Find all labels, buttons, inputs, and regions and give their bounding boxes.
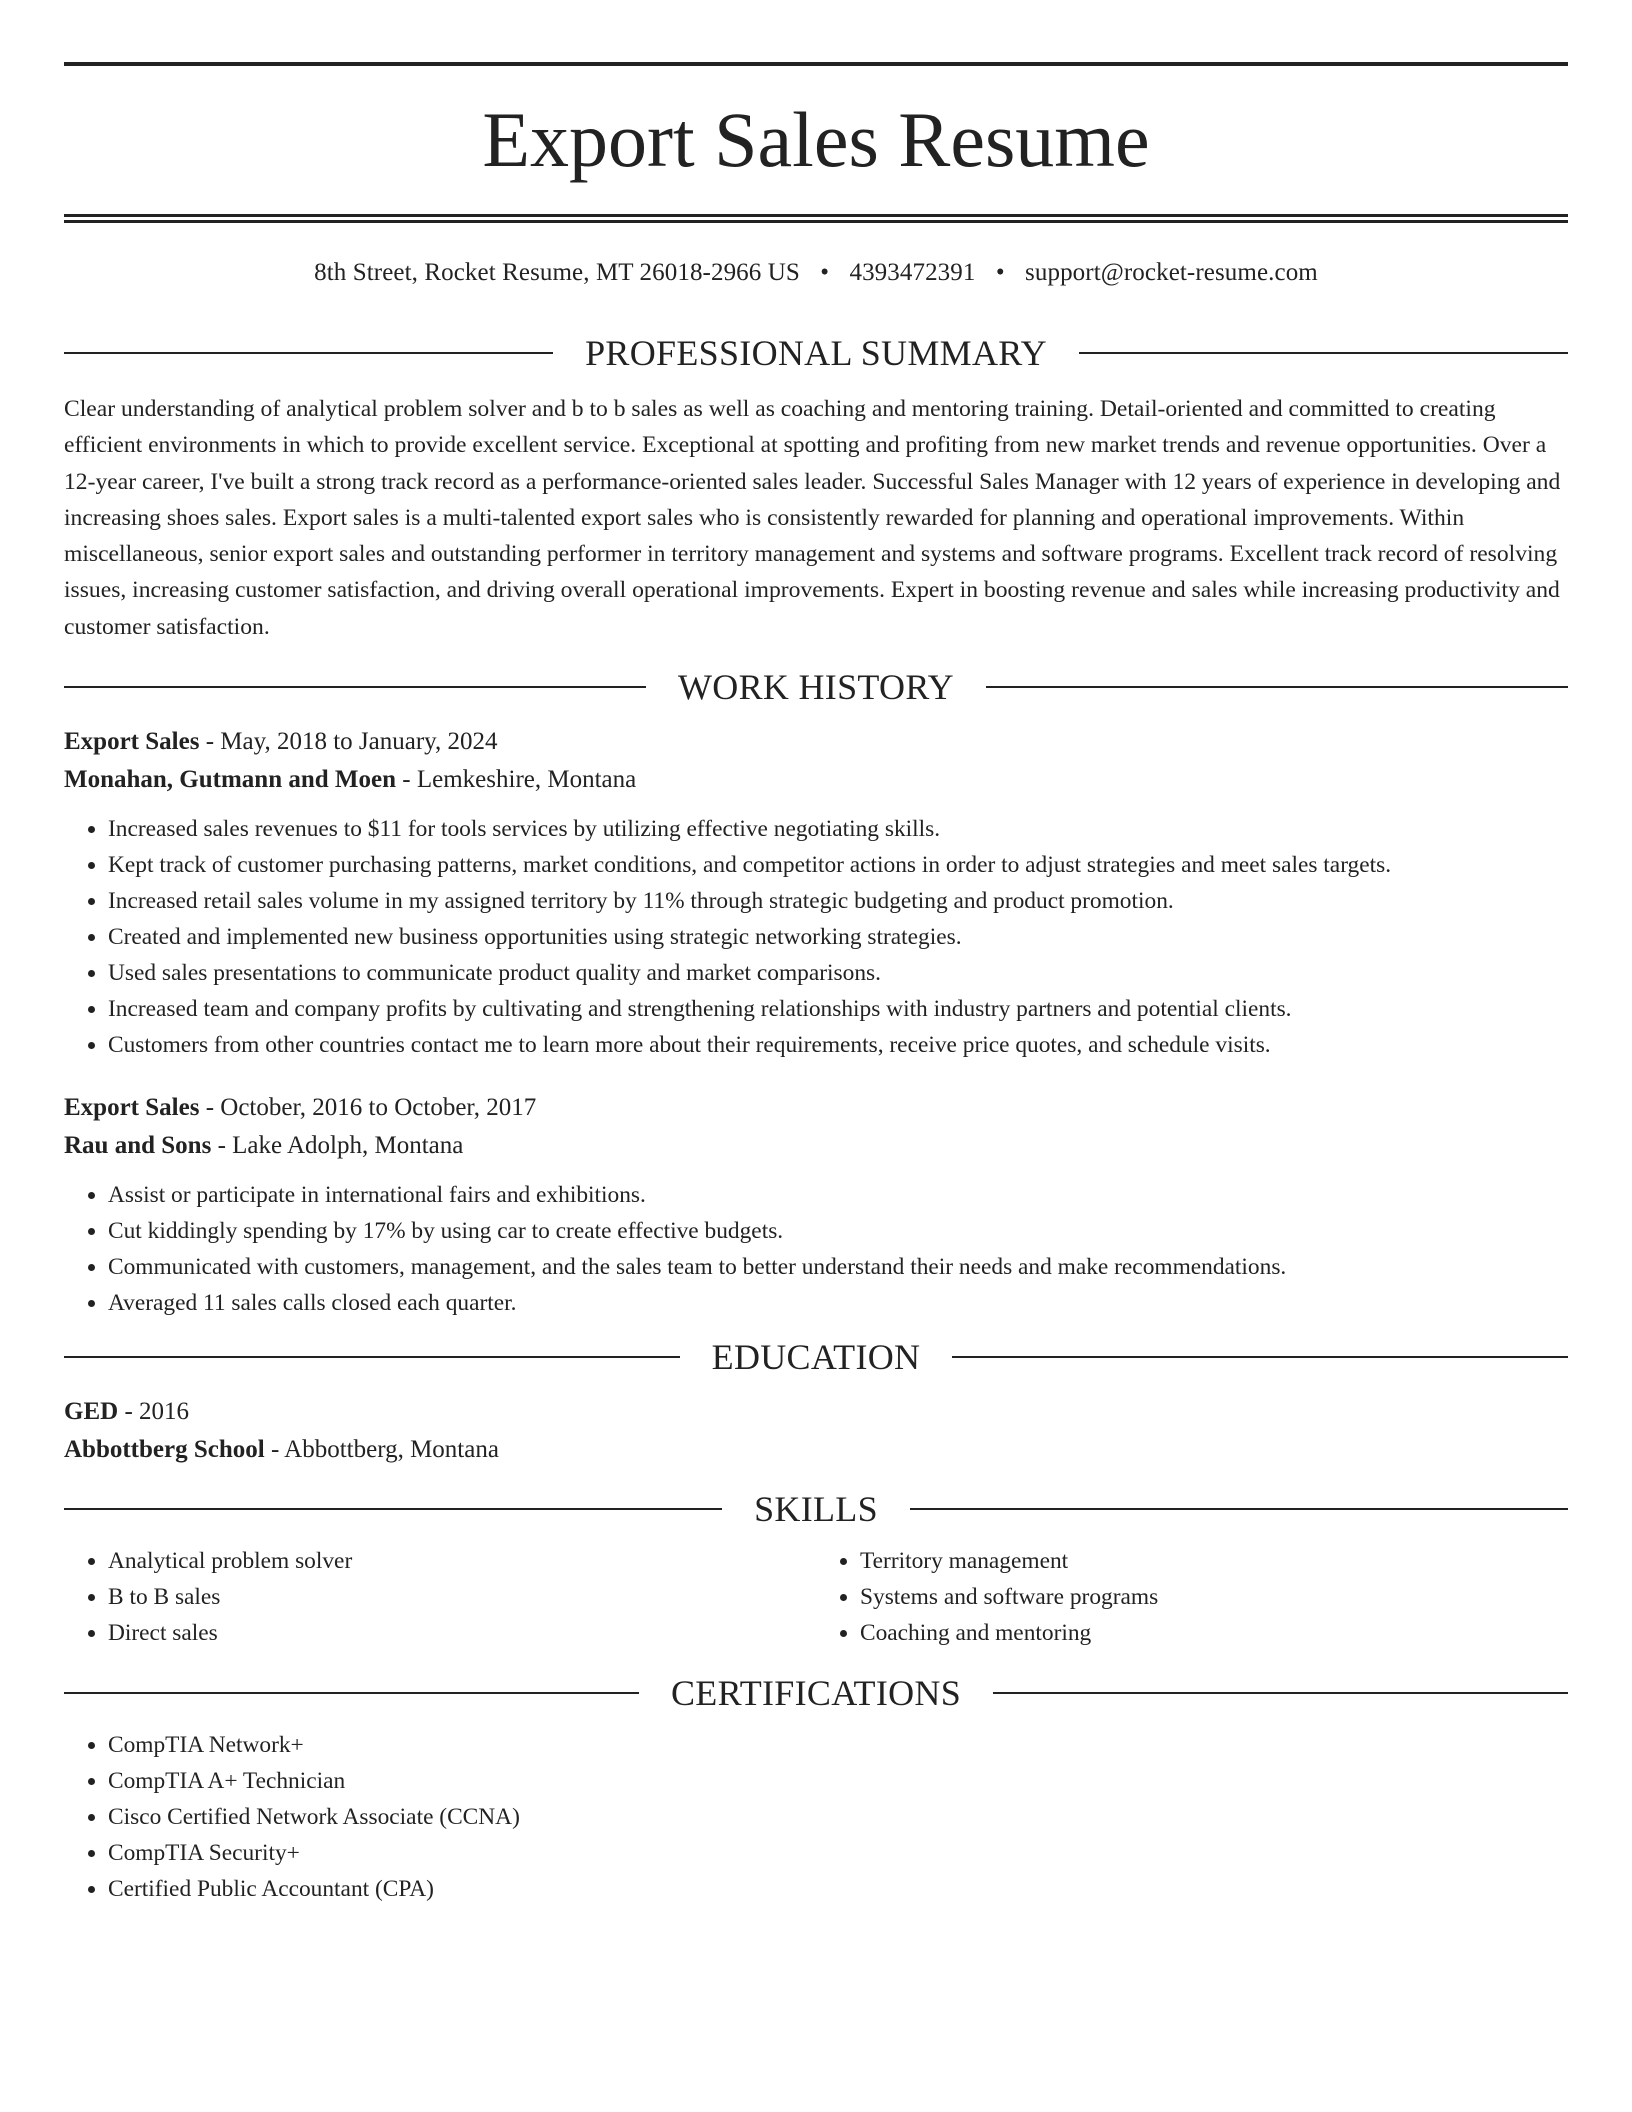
education-year: - 2016 xyxy=(118,1398,190,1426)
top-rule xyxy=(64,62,1568,66)
job-title-line xyxy=(64,1089,1568,1127)
list-item: • Cisco Certified Network Associate (CCNA) xyxy=(108,1799,1568,1835)
education-location: - Abbottberg, Montana xyxy=(264,1436,499,1464)
skills-column-right xyxy=(816,1543,1568,1651)
work-history xyxy=(64,723,1568,1321)
section-header-certifications xyxy=(64,1671,1568,1715)
skills-list xyxy=(64,1543,1568,1651)
job-role: Export Sales xyxy=(64,1094,200,1122)
title-double-rule xyxy=(64,214,1568,223)
section-title: EDUCATION xyxy=(711,1337,921,1378)
list-item: • Direct sales xyxy=(108,1615,816,1651)
summary-text: Clear understanding of analytical problem solver and b to b sales as well as coaching and mentoring training. Detail-oriented and committed to creating efficient environments in which to provide excellent service. Exceptional at spotting and profiting from new market trends and revenue opportunities. Over a 12-year career, I've built a strong track record as a performance-oriented sales leader. Successful Sales Manager with 12 years of experience in developing and increasing shoes sales. Export sales is a multi-talented export sales who is consistently rewarded for planning and operational improvements. Within miscellaneous, senior export sales and outstanding performer in territory management and systems and software programs. Excellent track record of resolving issues, increasing customer satisfaction, and driving overall operational improvements. Expert in boosting revenue and sales while increasing productivity and customer satisfaction. xyxy=(64,396,1561,640)
contact-email: support@rocket-resume.com xyxy=(1025,259,1318,286)
section-rule xyxy=(64,686,646,688)
job-company: Monahan, Gutmann and Moen xyxy=(64,766,397,794)
section-rule xyxy=(986,686,1568,688)
section-rule xyxy=(64,352,553,354)
list-item: • Communicated with customers, management, and the sales team to better understand their needs and make recommendations. xyxy=(108,1249,1568,1285)
section-header-education xyxy=(64,1335,1568,1379)
job-company-line xyxy=(64,761,1568,799)
education-entry xyxy=(64,1393,1568,1469)
job-dates: - May, 2018 to January, 2024 xyxy=(199,728,498,756)
job-location: - Lemkeshire, Montana xyxy=(396,766,637,794)
list-item: • Averaged 11 sales calls closed each quarter. xyxy=(108,1285,1568,1321)
education-school-line xyxy=(64,1431,1568,1469)
job-dates: - October, 2016 to October, 2017 xyxy=(199,1094,537,1122)
section-rule xyxy=(952,1356,1568,1358)
job-title-line xyxy=(64,723,1568,761)
contact-phone: 4393472391 xyxy=(849,259,976,286)
list-item: • Kept track of customer purchasing patterns, market conditions, and competitor actions in order to adjust strategies and meet sales targets. xyxy=(108,847,1568,883)
section-rule xyxy=(910,1508,1568,1510)
list-item: • Increased sales revenues to $11 for tools services by utilizing effective negotiating skills. xyxy=(108,811,1568,847)
section-header-work xyxy=(64,665,1568,709)
contact-line xyxy=(64,259,1568,291)
list-item: • Increased team and company profits by cultivating and strengthening relationships with industry partners and potential clients. xyxy=(108,991,1568,1027)
job-location: - Lake Adolph, Montana xyxy=(211,1132,464,1160)
education-degree: GED xyxy=(64,1398,119,1426)
section-title: CERTIFICATIONS xyxy=(670,1673,962,1714)
list-item: • Analytical problem solver xyxy=(108,1543,816,1579)
list-item: • Increased retail sales volume in my assigned territory by 11% through strategic budgeting and product promotion. xyxy=(108,883,1568,919)
job-entry xyxy=(64,1089,1568,1321)
list-item: • Territory management xyxy=(860,1543,1568,1579)
job-bullets xyxy=(64,811,1568,1063)
certifications-list xyxy=(64,1727,1568,1907)
list-item: • Systems and software programs xyxy=(860,1579,1568,1615)
list-item: • CompTIA A+ Technician xyxy=(108,1763,1568,1799)
section-header-summary xyxy=(64,331,1568,375)
job-bullets xyxy=(64,1177,1568,1321)
list-item: • CompTIA Network+ xyxy=(108,1727,1568,1763)
section-rule xyxy=(1079,352,1568,354)
list-item: • Used sales presentations to communicate product quality and market comparisons. xyxy=(108,955,1568,991)
education-degree-line xyxy=(64,1393,1568,1431)
section-header-skills xyxy=(64,1487,1568,1531)
section-rule xyxy=(64,1692,639,1694)
section-title: SKILLS xyxy=(754,1489,878,1530)
list-item: • Cut kiddingly spending by 17% by using car to create effective budgets. xyxy=(108,1213,1568,1249)
list-item: • Customers from other countries contact me to learn more about their requirements, receive price quotes, and schedule visits. xyxy=(108,1027,1568,1063)
list-item: • Created and implemented new business opportunities using strategic networking strategies. xyxy=(108,919,1568,955)
resume-title: Export Sales Resume xyxy=(482,96,1150,183)
list-item: • Coaching and mentoring xyxy=(860,1615,1568,1651)
job-entry xyxy=(64,723,1568,1063)
section-title: PROFESSIONAL SUMMARY xyxy=(585,333,1047,373)
section-rule xyxy=(993,1692,1568,1694)
contact-address: 8th Street, Rocket Resume, MT 26018-2966 US xyxy=(314,259,800,286)
section-rule xyxy=(64,1508,722,1510)
section-title: WORK HISTORY xyxy=(678,667,954,708)
contact-separator: • xyxy=(820,259,830,286)
list-item: • CompTIA Security+ xyxy=(108,1835,1568,1871)
list-item: • Certified Public Accountant (CPA) xyxy=(108,1871,1568,1907)
education-school: Abbottberg School xyxy=(64,1436,265,1464)
resume-page xyxy=(64,62,1568,1907)
list-item: • Assist or participate in international fairs and exhibitions. xyxy=(108,1177,1568,1213)
job-company: Rau and Sons xyxy=(64,1132,212,1160)
job-company-line xyxy=(64,1127,1568,1165)
section-rule xyxy=(64,1356,680,1358)
job-role: Export Sales xyxy=(64,728,200,756)
list-item: • B to B sales xyxy=(108,1579,816,1615)
contact-separator: • xyxy=(995,259,1005,286)
skills-column-left xyxy=(64,1543,816,1651)
